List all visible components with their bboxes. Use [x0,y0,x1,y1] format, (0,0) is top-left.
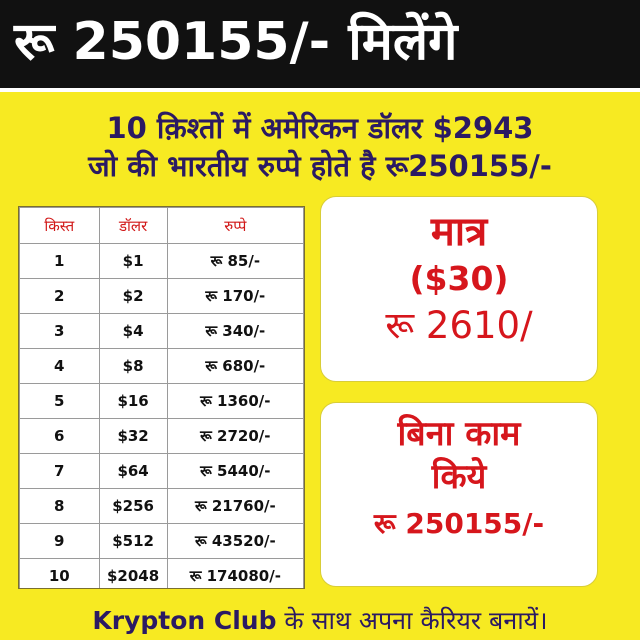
heading-line-2: जो की भारतीय रुप्पे होते है रू250155/- [88,149,552,183]
table-row [20,454,304,489]
brand-name: Krypton Club [92,606,277,635]
dollar-amount: $64 [99,454,167,489]
dollar-amount: $512 [99,524,167,559]
table-row [20,419,304,454]
dollar-amount: $8 [99,349,167,384]
installment-number: 4 [20,349,100,384]
table-row [20,279,304,314]
dollar-amount: $16 [99,384,167,419]
rupee-amount: रू 170/- [167,279,303,314]
installment-number: 1 [20,244,100,279]
rupee-amount: रू 85/- [167,244,303,279]
table-row [20,384,304,419]
rupee-amount: रू 680/- [167,349,303,384]
earning-card-line-1: बिना काम [397,414,521,454]
installment-number: 5 [20,384,100,419]
heading-line-1: 10 क़िश्तों में अमेरिकन डॉलर $2943 [106,111,534,145]
installment-number: 7 [20,454,100,489]
installment-table [18,206,305,589]
installment-number: 9 [20,524,100,559]
installment-number: 6 [20,419,100,454]
rupee-amount: रू 2720/- [167,419,303,454]
dollar-amount: $32 [99,419,167,454]
table-row [20,314,304,349]
banner-title: रू 250155/- मिलेंगे [14,12,458,72]
table-row [20,559,304,590]
rupee-amount: रू 340/- [167,314,303,349]
table-row [20,244,304,279]
column-header-dollar: डॉलर [99,208,167,244]
rupee-amount: रू 5440/- [167,454,303,489]
table-row [20,524,304,559]
dollar-amount: $2 [99,279,167,314]
dollar-amount: $2048 [99,559,167,590]
table-row [20,349,304,384]
dollar-amount: $1 [99,244,167,279]
price-card-rupees: रू 2610/ [385,304,533,347]
dollar-amount: $4 [99,314,167,349]
installment-number: 3 [20,314,100,349]
rupee-amount: रू 43520/- [167,524,303,559]
price-card-label: मात्र [430,209,488,255]
column-header-installment: किस्त [20,208,100,244]
rupee-amount: रू 21760/- [167,489,303,524]
price-card-dollar: ($30) [409,259,509,298]
banner [0,0,640,92]
table-header-row [20,208,304,244]
installment-number: 8 [20,489,100,524]
earning-card [320,402,598,587]
installment-number: 2 [20,279,100,314]
earning-card-amount: रू 250155/- [373,507,545,540]
price-card [320,196,598,382]
rupee-amount: रू 174080/- [167,559,303,590]
footer-tagline [0,602,640,640]
column-header-rupees: रुप्पे [167,208,303,244]
table-row [20,489,304,524]
dollar-amount: $256 [99,489,167,524]
earning-card-line-2: किये [431,457,487,497]
rupee-amount: रू 1360/- [167,384,303,419]
footer-text: के साथ अपना कैरियर बनायें। [276,606,548,635]
installment-number: 10 [20,559,100,590]
